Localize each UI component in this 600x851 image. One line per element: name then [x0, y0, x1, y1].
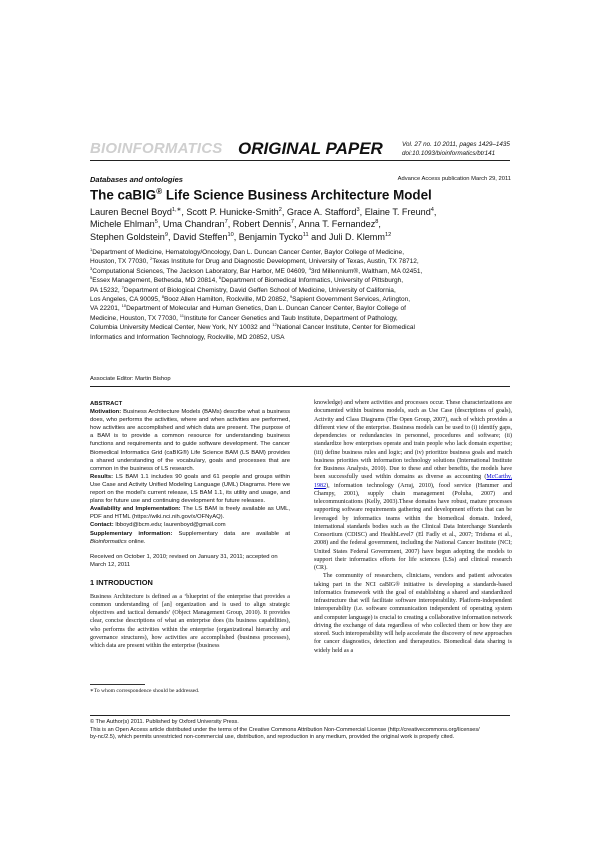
motivation-label: Motivation: — [90, 409, 122, 416]
author-line: Michele Ehlman$^5$, Uma Chandran$^7$, Robert Dennis$^7$, Anna T. Fernandez$^8$, — [90, 219, 381, 230]
affiliation-line: Informatics and Information Technology, Rockville, MD 20852, USA — [90, 333, 285, 341]
right-column — [314, 399, 512, 655]
abstract-contact — [90, 521, 290, 529]
body-paragraph-2: The community of researchers, clinicians, vendors and patient advocates taking part in the NCI caBIG® initiative is developing a standards-based informatics framework with the goal of establishing a shared and standardized infrastructure that will facilitate software interoperability. Platform-independent interoperability (i.e. software communication independent of operating system and computer language) is crucial to creating a collaborative information network driving the exchange of data regardless of who collected them or how they are stored. Such interoperability will help accelerate the discovery of new approaches for cancer diagnostics, detection and therapeutics. Biomedical data sharing is widely held as a — [314, 573, 512, 654]
results-label: Results: — [90, 473, 114, 480]
author-list — [90, 206, 520, 243]
volume-pages: Vol. 27 no. 10 2011, pages 1429–1435 — [402, 141, 510, 148]
title-part-2: Life Science Business Architecture Model — [162, 187, 432, 203]
received-dates: Received on October 1, 2010; revised on January 31, 2011; accepted on March 12, 2011 — [90, 553, 278, 568]
author-line: Lauren Becnel Boyd$^{1,∗}$, Scott P. Hunicke-Smith$^2$, Grace A. Stafford$^3$, Elaine T. Freund$^4$, — [90, 206, 437, 217]
affiliations — [90, 248, 518, 342]
copyright-notice — [90, 719, 515, 742]
abstract-motivation — [90, 408, 290, 473]
supplementary-end: online. — [126, 538, 146, 545]
affiliation-line: PA 15232, $^7$Department of Biological Chemistry, David Geffen School of Medicine, University of California, — [90, 284, 396, 294]
registered-mark: ® — [156, 187, 163, 196]
supplementary-journal: Bioinformatics — [90, 538, 127, 545]
volume-info — [402, 141, 510, 158]
associate-editor: Associate Editor: Martin Bishop — [90, 376, 171, 382]
header-rule — [90, 160, 510, 161]
advance-access: Advance Access publication March 29, 2011 — [397, 176, 511, 182]
abstract-supplementary — [90, 530, 290, 546]
supplementary-text: Supplementary data are available at — [172, 530, 290, 537]
affiliation-line: Columbia University Medical Center, New York, NY 10032 and $^{12}$National Cancer Institute, Center for Biomedical — [90, 322, 415, 332]
article-title — [90, 187, 510, 202]
abstract-results — [90, 473, 290, 505]
correspondence-footnote: ∗To whom correspondence should be addressed. — [90, 688, 200, 694]
footnote-rule — [90, 684, 145, 685]
title-block-rule — [90, 386, 510, 387]
author-line: Stephen Goldstein$^9$, David Steffen$^{10}$, Benjamin Tycko$^{11}$ and Juli D. Klemm$^{12}$ — [90, 231, 392, 242]
article-type: ORIGINAL PAPER — [238, 139, 383, 158]
section-label: Databases and ontologies — [90, 175, 183, 184]
motivation-text: Business Architecture Models (BAMs) describe what a business does, who performs the activities, where and when activities are performed, how activities are accomplished and which data are present. The purpose of a BAM is to provide a common resource for understanding business functions and requirements and to guide software development. The cancer Biomedical Informatics Grid (caBIG®) Life Science BAM (LS BAM) provides a shared understanding of the vocabulary, goals and processes that are common in the business of LS research. — [90, 409, 290, 472]
affiliation-line: Houston, TX 77030, $^2$Texas Institute for Drug and Diagnostic Development, University of Texas, Austin, TX 78712, — [90, 256, 419, 266]
doi: doi:10.1093/bioinformatics/btr141 — [402, 149, 496, 157]
introduction-paragraph: Business Architecture is defined as a ‘blueprint of the enterprise that provides a common understanding of [an] organization and is used to align strategic objectives and tactical demands’ (Object Management Group, 2010). It provides clear, concise descriptions of what an enterprise does (its business capabilities), who performs the activities within the enterprise (organizational hierarchy and governance structures), how activities are accomplished (business processes), which data are present within the enterprise (business — [90, 593, 290, 649]
affiliation-line: Medicine, Houston, TX 77030, $^{11}$Institute for Cancer Genetics and Taub Institute, Department of Pathology, — [90, 312, 398, 322]
contact-label: Contact: — [90, 522, 114, 529]
supplementary-label: Supplementary information: — [90, 530, 173, 537]
affiliation-line: $^5$Essex Management, Bethesda, MD 20814, $^6$Department of Biomedical Informatics, University of Pittsburgh, — [90, 275, 404, 285]
affiliation-line: $^3$Computational Sciences, The Jackson Laboratory, Bar Harbor, ME 04609, $^4$3rd Millennium®, Waltham, MA 02451, — [90, 265, 423, 275]
license-line: This is an Open Access article distributed under the terms of the Creative Commons Attribution Non-Commercial License (http://creativecommons.org/licenses/ — [90, 726, 480, 733]
left-column — [90, 400, 290, 650]
abstract-availability — [90, 505, 290, 521]
introduction-heading: 1 INTRODUCTION — [90, 577, 153, 587]
citation-link[interactable]: McCarthy, 1982 — [314, 474, 512, 489]
paragraph-text-continued: ), information technology (Arraj, 2010), food service (Hammer and Champy, 2001), supply chain management (Poluha, 2007) and telecommunications (Kelly, 2003).These domains have robust, mature processes supporting software requirements gathering and development efforts that can be leveraged by informatics teams within the biomedical domain. Indeed, international standards bodies such as the Clinical Data Interchange Standards Consortium (CDISC) and HealthLevel7 (El Fadly et al., 2007; Tridsma et al., 2008) and the federal government, including the National Cancer Institute (NCI; United States Federal Government, 2007) have begun adopting the models to support their informatics efforts for life sciences (LSs) and clinical research (CR). — [314, 482, 512, 571]
availability-text: The LS BAM is freely available as UML, PDF and HTML (https://wiki.nci.nih.gov/x/OFNyAQ). — [90, 506, 290, 521]
affiliation-line: VA 22201, $^{10}$Department of Molecular and Human Genetics, Dan L. Duncan Cancer Center, Baylor College of — [90, 303, 406, 313]
license-line-2: by-nc/2.5), which permits unrestricted non-commercial use, distribution, and reproduction in any medium, provided the original work is properly cited. — [90, 734, 455, 741]
affiliation-line: $^1$Department of Medicine, Hematology/Oncology, Dan L. Duncan Cancer Center, Baylor College of Medicine, — [90, 246, 405, 256]
availability-label: Availability and Implementation: — [90, 506, 181, 513]
affiliation-line: Los Angeles, CA 90095, $^8$Booz Allen Hamilton, Rockville, MD 20852, $^9$Sapient Government Services, Arlington, — [90, 293, 411, 304]
results-text: LS BAM 1.1 includes 90 goals and 61 people and groups within Use Case and Activity Unified Modeling Language (UML) Diagrams. Here we report on the model's current release, LS BAM 1.1, its utility and usage, and plans for future use and continuing development for future releases. — [90, 473, 290, 505]
abstract-heading: ABSTRACT — [90, 401, 123, 407]
paragraph-text: knowledge) and where activities and processes occur. These characterizations are documented within business models, such as Use Case (descriptions of goals), Activity and Class Diagrams (The Open Group, 2007), each of which provides a different view of the enterprise. Business models can be used to (i) identify gaps, dependencies or redundancies in personnel, procedures and software; (ii) standardize how enterprises operate and train people who lack domain expertise; (iii) define business rules and logic; and (iv) prioritize business goals and match business priorities with information technology solutions (International Institute for Business Analysis, 2010). Due to these and other benefits, the models have been successfully used within domains as diverse as accounting ( — [314, 400, 512, 481]
copyright-line: © The Author(s) 2011. Published by Oxford University Press. — [90, 719, 239, 725]
body-paragraph — [314, 399, 512, 572]
journal-name: BIOINFORMATICS — [90, 140, 223, 157]
footer-rule — [90, 715, 510, 716]
contact-email: lbboyd@bcm.edu; laurenboyd@gmail.com — [113, 522, 226, 529]
title-part-1: The caBIG — [90, 187, 157, 203]
